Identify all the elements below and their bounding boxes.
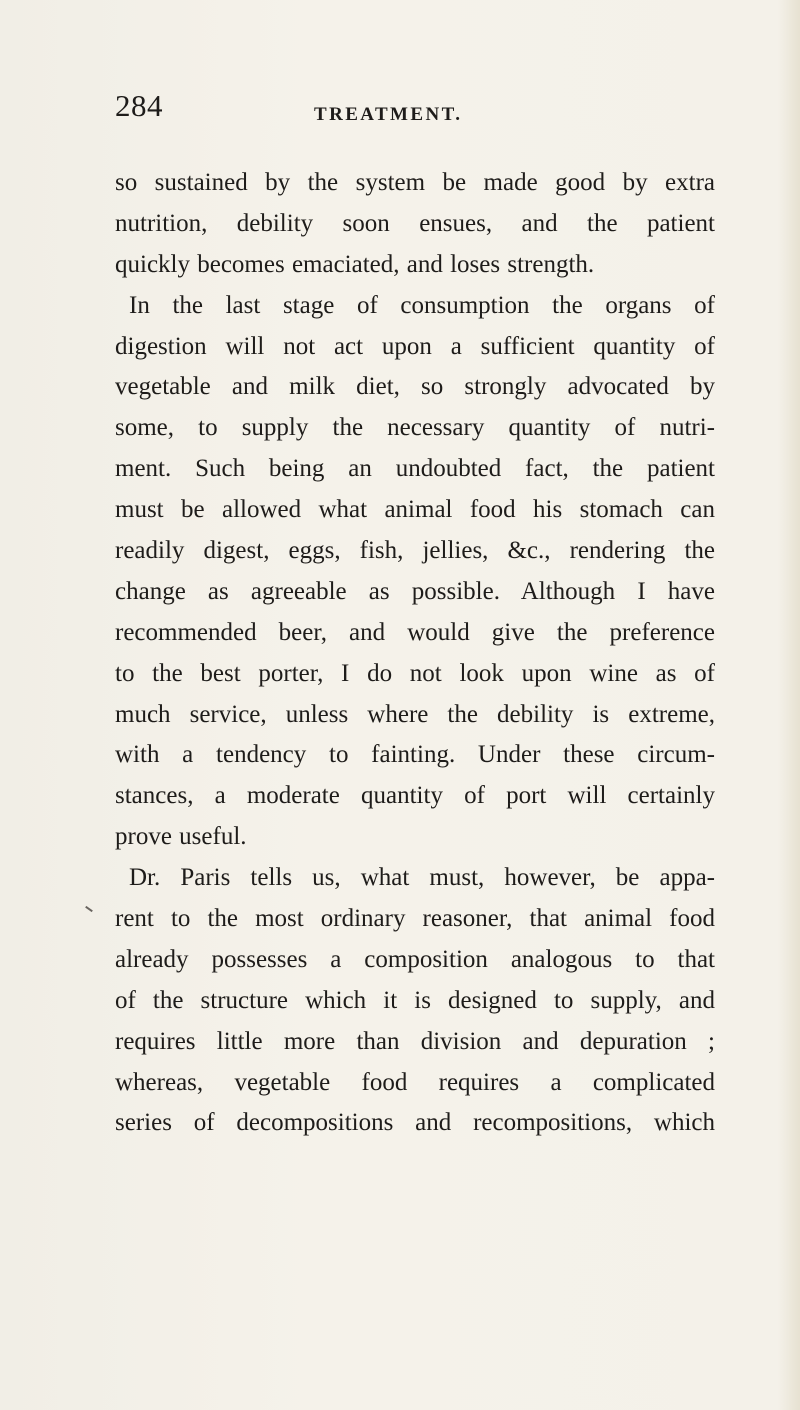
text-line: already possesses a composition analogous to that xyxy=(115,945,715,973)
text-line: much service, unless where the debility is extreme, xyxy=(115,700,715,728)
text-line: nutrition, debility soon ensues, and the patient xyxy=(115,209,715,237)
text-line: ment. Such being an undoubted fact, the patient xyxy=(115,455,715,483)
text-line: requires little more than division and depuration ; xyxy=(115,1027,715,1055)
text-line: must be allowed what animal food his stomach can xyxy=(115,496,715,524)
page-header xyxy=(115,88,715,138)
body-text xyxy=(115,163,715,1144)
text-line: to the best porter, I do not look upon wine as of xyxy=(115,659,715,687)
text-line: digestion will not act upon a sufficient quantity of xyxy=(115,332,715,360)
text-line: vegetable and milk diet, so strongly advocated by xyxy=(115,373,715,401)
text-line: readily digest, eggs, fish, jellies, &c., rendering the xyxy=(115,537,715,565)
text-line: change as agreeable as possible. Although I have xyxy=(115,577,715,605)
page-number: 284 xyxy=(115,88,163,123)
text-line: stances, a moderate quantity of port will certainly xyxy=(115,782,715,810)
text-line: some, to supply the necessary quantity of nutri- xyxy=(115,414,715,442)
text-line: so sustained by the system be made good by extra xyxy=(115,169,715,196)
text-line: Dr. Paris tells us, what must, however, be appa- xyxy=(129,864,715,892)
text-line: prove useful. xyxy=(115,823,247,851)
text-line: recommended beer, and would give the preference xyxy=(115,618,715,646)
text-line: In the last stage of consumption the organs of xyxy=(129,291,715,319)
text-line: of the structure which it is designed to supply, and xyxy=(115,986,715,1014)
text-line: rent to the most ordinary reasoner, that animal food xyxy=(115,905,715,933)
text-line: quickly becomes emaciated, and loses strength. xyxy=(115,250,595,278)
text-line: with a tendency to fainting. Under these circum- xyxy=(115,741,715,769)
text-line: whereas, vegetable food requires a complicated xyxy=(115,1068,715,1096)
margin-mark xyxy=(85,906,93,912)
text-line: series of decompositions and recompositions, which xyxy=(115,1109,715,1137)
page-edge-shadow xyxy=(778,0,800,1410)
running-head: TREATMENT. xyxy=(314,104,463,125)
